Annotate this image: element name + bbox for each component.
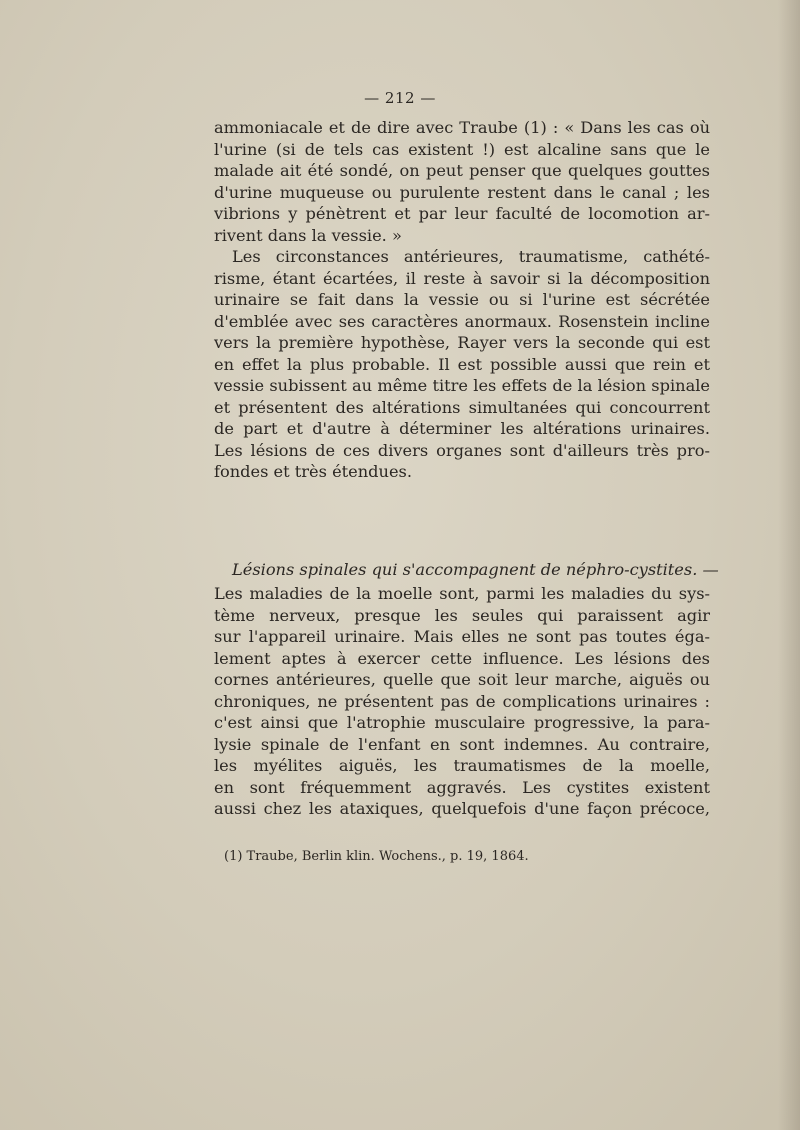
text-line: cornes antérieures, quelle que soit leur marche, aiguës ou bbox=[214, 670, 710, 689]
text-line: chroniques, ne présentent pas de complications urinaires : bbox=[214, 691, 710, 711]
text-line: malade ait été sondé, on peut penser que quelques gouttes bbox=[214, 161, 710, 180]
text-line: Les lésions de ces divers organes sont d'ailleurs très pro- bbox=[214, 440, 710, 460]
text-line: sur l'appareil urinaire. Mais elles ne sont pas toutes éga- bbox=[214, 627, 710, 646]
text-line: vessie subissent au même titre les effets de la lésion spinale bbox=[214, 376, 710, 395]
text-line: lysie spinale de l'enfant en sont indemnes. Au contraire, bbox=[214, 734, 710, 754]
footnote: (1) Traube, Berlin klin. Wochens., p. 19, 1864. bbox=[224, 849, 529, 864]
text-line: fondes et très étendues. bbox=[214, 462, 412, 481]
section-subheading: Lésions spinales qui s'accompagnent de néphro-cystites. — bbox=[232, 560, 719, 579]
text-line: d'emblée avec ses caractères anormaux. Rosenstein incline bbox=[214, 311, 710, 331]
text-line: c'est ainsi que l'atrophie musculaire progressive, la para- bbox=[214, 713, 710, 732]
text-line: tème nerveux, presque les seules qui paraissent agir bbox=[214, 605, 710, 625]
text-line: urinaire se fait dans la vessie ou si l'urine est sécrétée bbox=[214, 290, 710, 309]
text-line: Les maladies de la moelle sont, parmi les maladies du sys- bbox=[214, 584, 710, 603]
text-line: lement aptes à exercer cette influence. Les lésions des bbox=[214, 648, 710, 668]
page-edge-shadow bbox=[778, 0, 800, 1130]
text-line: aussi chez les ataxiques, quelquefois d'une façon précoce, bbox=[214, 799, 710, 818]
text-line: ammoniacale et de dire avec Traube (1) : « Dans les cas où bbox=[214, 118, 710, 137]
text-line: l'urine (si de tels cas existent !) est alcaline sans que le bbox=[214, 139, 710, 159]
text-line: et présentent des altérations simultanées qui concourrent bbox=[214, 397, 710, 417]
text-line: en effet la plus probable. Il est possible aussi que rein et bbox=[214, 354, 710, 374]
text-line: risme, étant écartées, il reste à savoir si la décomposition bbox=[214, 268, 710, 288]
text-line: les myélites aiguës, les traumatismes de la moelle, bbox=[214, 756, 710, 775]
text-line: Les circonstances antérieures, traumatisme, cathété- bbox=[232, 247, 710, 266]
text-line: rivent dans la vessie. » bbox=[214, 225, 402, 245]
text-line: en sont fréquemment aggravés. Les cystites existent bbox=[214, 777, 710, 797]
text-line: vers la première hypothèse, Rayer vers la seconde qui est bbox=[214, 333, 710, 352]
text-line: vibrions y pénètrent et par leur faculté de locomotion ar- bbox=[214, 204, 710, 223]
text-line: de part et d'autre à déterminer les altérations urinaires. bbox=[214, 419, 710, 438]
text-line: d'urine muqueuse ou purulente restent dans le canal ; les bbox=[214, 182, 710, 202]
page-number: — 212 — bbox=[364, 89, 436, 107]
